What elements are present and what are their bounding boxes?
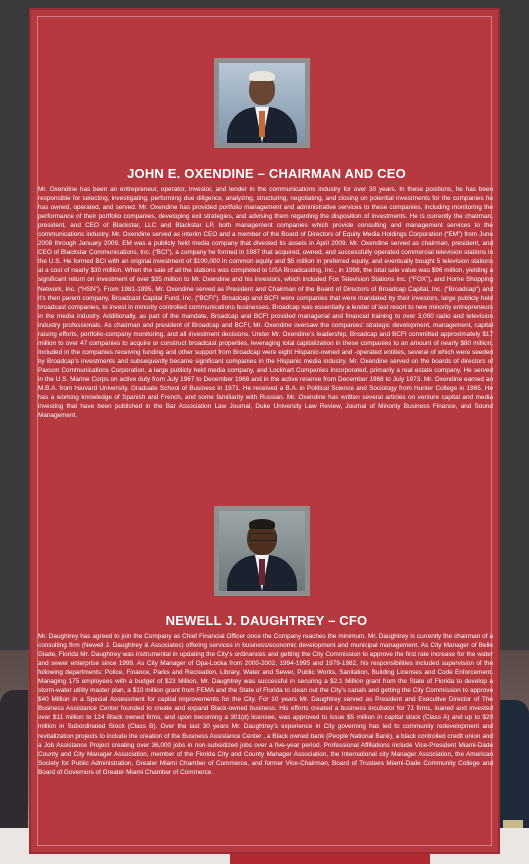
executive-bio-oxendine: Mr. Oxendine has been an entrepreneur, operator, investor, and lender in the communications industry for over 30 years. In these positions, he has been responsible for selecting, investigating, performing due diligence, analyzing, structuring, negotiating, and closing on potential investments for the companies he has owned, operated, and served. Mr. Oxendine has provided portfolio management and administrative services to these companies, including monitoring the performance of their portfolio companies, developing exit strategies, and advising them regarding the disposition of investments. He is currently the chairman, president, and CEO of Blackstar, LLC and Blackstar LP, both management companies which provide consulting and management services to the communications industry. Mr. Oxendine served as interim CEO and a member of the Board of Directors of Equity Media Holdings Corporation (“EM”) from June 2008 through January 2009. EM was a publicly held media company that divested its assets in April 2009. Mr. Oxendine served as chairman, president, and CEO of Blackstar Communications, Inc. (“BCI”), a company he formed in 1987 that acquired, owned, and successfully operated commercial television stations in the U.S. He formed BCI with an original investment of $100,000 in common equity and $5 million in preferred equity, and eventually bought 5 television stations at a cost of nearly $30 million. When the sale of all the stations was completed to USA Broadcasting, Inc., in 1998, the total sale value was $96 million, yielding a significant return on investment of over $35 million to Mr. Oxendine and his investors, which included Fox Television Stations Inc. (“FOX”), and Home Shopping Network, Inc. (“HSN”). From 1981-1995, Mr. Oxendine served as President and Chairman of the Board of Directors of Broadcap Capital, Inc. (“Broadcap”) and it’s then parent company, Broadcast Capital Fund, Inc. (“BCFI”). Broadcap and BCFI were companies that were mandated by their investors, large publicly held broadcast companies, to invest in minority controlled communications businesses. Broadcap was essentially a lender of last resort to new minority entrepreneurs in the media industry. Additionally, as part of the mandate, Broadcap and BCFI provided managerial and financial training to over 3,000 radio and television industry professionals. As chairman and president of Broadcap and BCFI, Mr. Oxendine oversaw the companies’ strategic development, management, capital raising efforts, portfolio-company monitoring, and all investment decisions. Under Mr. Oxendine’s leadership, Broadcap and BCFI committed approximately $17 million to over 47 companies to acquire or construct broadcast properties, leveraging total capitalization in these companies to an amount of nearly $80 million. Included in the companies receiving funding and other support from Broadcap were eight Hispanic-owned and -operated entities, several of which were seeded by Broadcap’s investments and subsequently became significant companies in the Hispanic media industry. Mr. Oxendine served on the boards of directors of Paxson Communications Corporation, a large publicly held media company, and Lockhart Companies Incorporated, primarily a real estate company. He served in the U.S. Marine Corps on active duty from July 1967 to December 1968 and in the active reserve from December 1968 to July 1973. Mr. Oxendine earned an M.B.A. from Harvard University, Graduate School of Business in 1971. He received a B.A. in Political Science and Sociology from Hunter College in 1965. He has a working knowledge of Spanish and French, and some familiarity with Russian. Mr. Oxendine has written several articles on venture capital and media investing that have been published in the Bar Association Law Journal, Duke University Law Review, Journal of Minority Business Finance, and Sound Management. [38,186,493,420]
executive-bio-panel [29,8,500,854]
daughtrey-photo [219,511,305,591]
oxendine-portrait-frame [214,58,310,148]
executive-bio-daughtrey: Mr. Daughtrey has agreed to join the Company as Chief Financial Officer once the Company reaches the minimum. Mr. Daughtrey is currently the chairman of a consulting firm (Newell J. Daughtrey & Associates) offering services in business/economic development and municipal management. As City Manager of Belle Glade, Florida Mr. Daughtrey was instrumental in updating the City’s ordinances and getting the City Commission to approve the first rate increase for the water and sewer enterprise since 1999. As City Manager of Opa-Locka from 2000-2002, 1994-1995 and 1979-1982, his responsibilities included supervision of the following departments: Police, Finance, Parks and Recreation, Library, Water and Sewer, Public Works, Sanitation, Building Licenses and Code Enforcement. Managing 175 employees with a budget of $23 Million, Mr. Daughtrey was successful in securing a $2.1 Million grant from the State of Florida to develop a storm-water utility master plan, a $10 million grant from FEMA and the State of Florida to clean out the City’s canals and getting the City Commission to approve $40 Million in a Special Assessment for capital improvements for the City. For 10 years Mr. Daughtrey served as President and Executive Director of The Business Assistance Center founded to create and expand Black-owned business. His efforts created a business incubator for 71 firms, loaned and invested over $11 million to 124 Black owned firms, and upon becoming a 301(d) licensee, was approved to issue $5 million in capital stock (Class A) and up to $20 million in Subordinated Stock (Class B). Over the last 30 years Mr. Daughtrey’s experience in City governing has led to community redevelopment and revitalization projects to include the creation of the Business Assistance Center , a Black owned bank (People National Bank), a black controlled credit union and a Job Assistance Project creating over 36,000 jobs in non-subsidized jobs over a five-year period. Professional Affiliations include Vice-President Miami-Dade County and City Manager Association, member of the Florida City and County Manager Association, the International city Manager Association, the American Society for Public Administration, Greater Miami Chamber of Commerce, and former Vice-Chairman, Board of Trustees Miami-Dade Community College and Board of Governors of Greater Miami Chamber of Commerce. [38,633,493,776]
daughtrey-portrait-frame [214,506,310,596]
oxendine-photo [219,63,305,143]
executive-name-oxendine: JOHN E. OXENDINE – CHAIRMAN AND CEO [127,166,406,181]
executive-name-daughtrey: NEWELL J. DAUGHTREY – CFO [165,613,368,628]
